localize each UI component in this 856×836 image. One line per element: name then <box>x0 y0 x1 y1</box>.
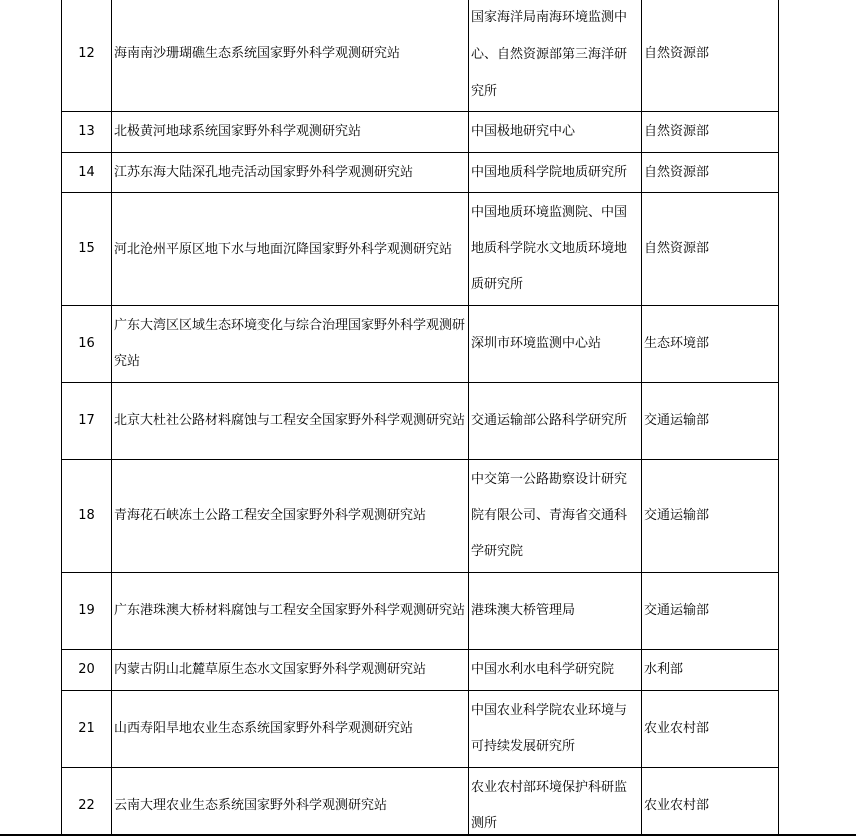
station-name: 广东港珠澳大桥材料腐蚀与工程安全国家野外科学观测研究站 <box>112 573 469 650</box>
department: 农业农村部 <box>642 768 779 836</box>
station-name: 江苏东海大陆深孔地壳活动国家野外科学观测研究站 <box>112 153 469 193</box>
host-organization: 交通运输部公路科学研究所 <box>469 383 642 460</box>
department: 水利部 <box>642 650 779 691</box>
department: 生态环境部 <box>642 306 779 383</box>
department: 自然资源部 <box>642 193 779 306</box>
row-number: 18 <box>62 460 112 573</box>
station-name: 内蒙古阴山北麓草原生态水文国家野外科学观测研究站 <box>112 650 469 691</box>
department: 交通运输部 <box>642 383 779 460</box>
row-number: 20 <box>62 650 112 691</box>
table-row <box>62 768 779 836</box>
table-row <box>62 460 779 573</box>
host-organization: 中国农业科学院农业环境与可持续发展研究所 <box>469 691 642 768</box>
station-name: 广东大湾区区域生态环境变化与综合治理国家野外科学观测研究站 <box>112 306 469 383</box>
station-name: 云南大理农业生态系统国家野外科学观测研究站 <box>112 768 469 836</box>
host-organization: 中国地质科学院地质研究所 <box>469 153 642 193</box>
table-row <box>62 691 779 768</box>
host-organization: 农业农村部环境保护科研监测所 <box>469 768 642 836</box>
department: 交通运输部 <box>642 460 779 573</box>
host-organization: 中交第一公路勘察设计研究院有限公司、青海省交通科学研究院 <box>469 460 642 573</box>
host-organization: 国家海洋局南海环境监测中心、自然资源部第三海洋研究所 <box>469 0 642 112</box>
station-name: 海南南沙珊瑚礁生态系统国家野外科学观测研究站 <box>112 0 469 112</box>
station-name: 北京大杜社公路材料腐蚀与工程安全国家野外科学观测研究站 <box>112 383 469 460</box>
table-row <box>62 193 779 306</box>
department: 自然资源部 <box>642 153 779 193</box>
table-row <box>62 383 779 460</box>
table-row <box>62 153 779 193</box>
row-number: 19 <box>62 573 112 650</box>
table-row <box>62 112 779 153</box>
host-organization: 中国极地研究中心 <box>469 112 642 153</box>
host-organization: 港珠澳大桥管理局 <box>469 573 642 650</box>
table-row <box>62 306 779 383</box>
department: 自然资源部 <box>642 0 779 112</box>
host-organization: 深圳市环境监测中心站 <box>469 306 642 383</box>
row-number: 21 <box>62 691 112 768</box>
row-number: 13 <box>62 112 112 153</box>
row-number: 15 <box>62 193 112 306</box>
host-organization: 中国地质环境监测院、中国地质科学院水文地质环境地质研究所 <box>469 193 642 306</box>
station-name: 青海花石峡冻土公路工程安全国家野外科学观测研究站 <box>112 460 469 573</box>
row-number: 12 <box>62 0 112 112</box>
station-name: 山西寿阳旱地农业生态系统国家野外科学观测研究站 <box>112 691 469 768</box>
department: 自然资源部 <box>642 112 779 153</box>
department: 农业农村部 <box>642 691 779 768</box>
row-number: 16 <box>62 306 112 383</box>
row-number: 22 <box>62 768 112 836</box>
row-number: 17 <box>62 383 112 460</box>
stations-table <box>61 0 779 836</box>
table-row <box>62 650 779 691</box>
table-row <box>62 573 779 650</box>
department: 交通运输部 <box>642 573 779 650</box>
table-row <box>62 0 779 112</box>
row-number: 14 <box>62 153 112 193</box>
host-organization: 中国水利水电科学研究院 <box>469 650 642 691</box>
station-name: 北极黄河地球系统国家野外科学观测研究站 <box>112 112 469 153</box>
station-name: 河北沧州平原区地下水与地面沉降国家野外科学观测研究站 <box>112 193 469 306</box>
